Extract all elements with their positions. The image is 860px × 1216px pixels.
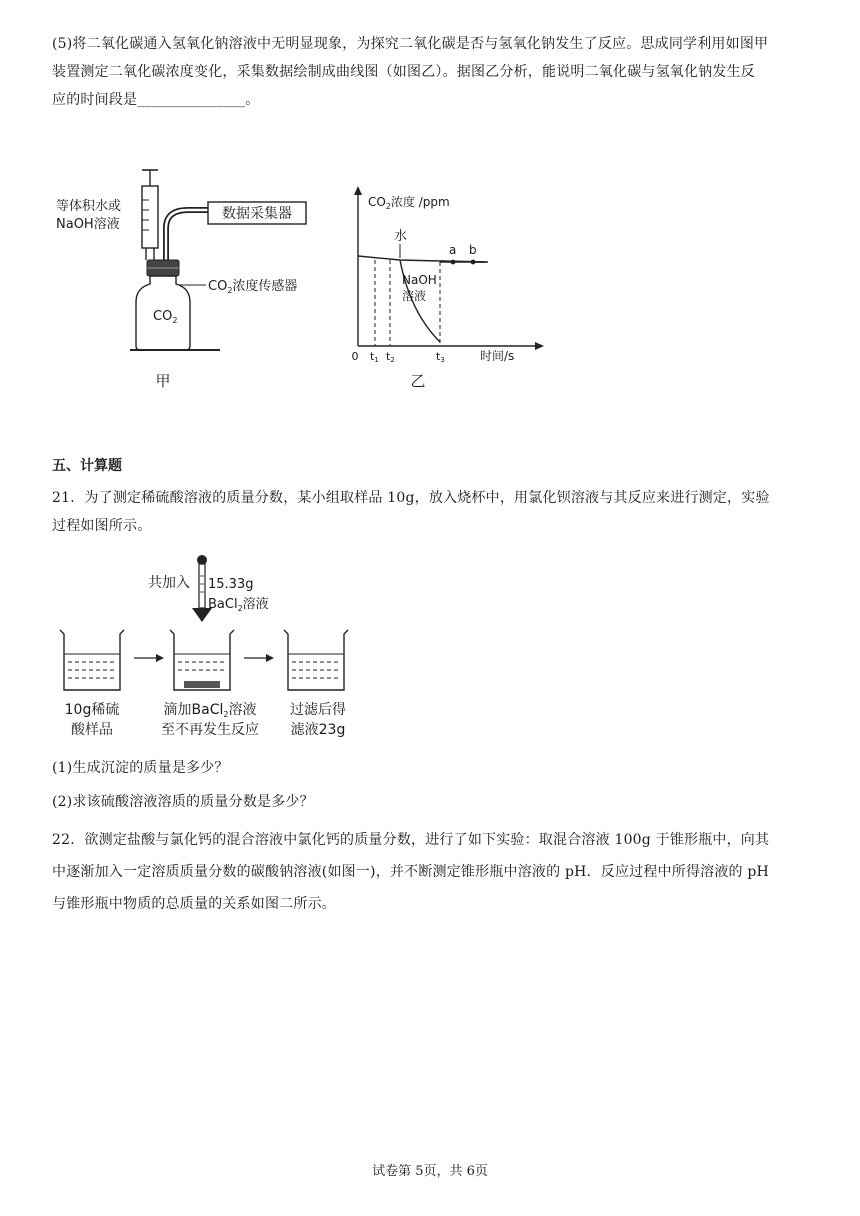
sensor-cable	[166, 210, 208, 260]
q21-sub1: (1)生成沉淀的质量是多少？	[52, 760, 229, 776]
label-liquid-line1: 等体积水或	[56, 199, 122, 214]
dropper-tube	[199, 564, 205, 608]
beaker-3	[284, 630, 348, 690]
q20-part5-line1: (5)将二氧化碳通入氢氧化钠溶液中无明显现象，为探究二氧化碳是否与氢氧化钠发生了反应。思成同学利用如图甲	[52, 36, 769, 52]
beaker2-caption-line1: 滴加BaCl$_2$溶液	[163, 702, 257, 719]
y-axis-label: $CO_2$浓度 /ppm	[368, 195, 450, 211]
beaker-1	[60, 630, 124, 690]
label-naoh-line1: NaOH	[402, 273, 437, 287]
label-naoh-line2: 溶液	[402, 289, 427, 303]
caption-yi: 乙	[410, 372, 426, 390]
tick-t2: t2	[386, 350, 395, 364]
tick-t3: t3	[436, 350, 445, 364]
label-point-b: b	[469, 243, 477, 257]
point-a	[451, 260, 456, 265]
q21-line2: 过程如图所示。	[52, 518, 152, 534]
label-point-a: a	[449, 243, 457, 257]
caption-jia: 甲	[155, 372, 171, 390]
q22-text	[52, 826, 808, 918]
x-axis-arrow	[535, 342, 544, 350]
x-axis-label: 时间/s	[480, 349, 515, 363]
label-collector: 数据采集器	[222, 206, 292, 222]
label-total-added: 共加入	[148, 575, 190, 591]
beaker3-caption-line1: 过滤后得	[290, 702, 346, 718]
q21-sub2: (2)求该硫酸溶液溶质的质量分数是多少？	[52, 794, 314, 810]
section-five-title: 五、计算题	[52, 458, 122, 474]
label-mass-added: 15.33g	[208, 577, 254, 592]
label-reagent: BaCl$_2$溶液	[208, 597, 269, 613]
q21-line1: 21．为了测定稀硫酸溶液的质量分数，某小组取样品 10g，放入烧杯中，用氯化钡溶液与其反应来进行测定，实验	[52, 490, 770, 506]
q21-text	[52, 484, 808, 540]
label-sensor: $CO_2$浓度传感器	[208, 279, 298, 295]
q22-line2: 中逐渐加入一定溶质质量分数的碳酸钠溶液(如图一)，并不断测定锥形瓶中溶液的 pH．反应过程中所得溶液的 pH	[52, 864, 769, 880]
q22-line3: 与锥形瓶中物质的总质量的关系如图二所示。	[52, 896, 336, 912]
beaker1-caption-line2: 酸样品	[71, 722, 113, 738]
q21-subquestions	[52, 754, 808, 816]
label-bottle-co2: $CO_2$	[153, 309, 178, 325]
q20-part5-text	[52, 30, 808, 114]
beaker3-caption-line2: 滤液23g	[290, 722, 346, 738]
q20-part5-line3: 应的时间段是_______________。	[52, 92, 260, 108]
figure-yi-chart	[340, 180, 550, 395]
q22-line1: 22．欲测定盐酸与氯化钙的混合溶液中氯化钙的质量分数，进行了如下实验：取混合溶液 100g 于锥形瓶中，向其	[52, 832, 770, 848]
figure-jia-apparatus	[50, 160, 340, 400]
tick-t1: t1	[370, 350, 379, 364]
beaker-2	[170, 630, 234, 690]
precipitate	[184, 681, 220, 688]
label-water: 水	[394, 229, 408, 244]
beaker1-caption-line1: 10g稀硫	[64, 702, 120, 718]
beaker2-caption-line2: 至不再发生反应	[161, 722, 259, 738]
y-axis-arrow	[354, 186, 362, 195]
syringe-barrel	[142, 186, 158, 248]
label-liquid-line2: NaOH溶液	[56, 217, 120, 232]
point-b	[471, 260, 476, 265]
q20-part5-line2: 装置测定二氧化碳浓度变化，采集数据绘制成曲线图（如图乙）。据图乙分析，能说明二氧化碳与氢氧化钠发生反	[52, 64, 755, 80]
page-footer: 试卷第 5页，共 6页	[372, 1164, 488, 1179]
figure-q21-beakers	[50, 550, 380, 750]
tick-origin: 0	[351, 350, 359, 363]
